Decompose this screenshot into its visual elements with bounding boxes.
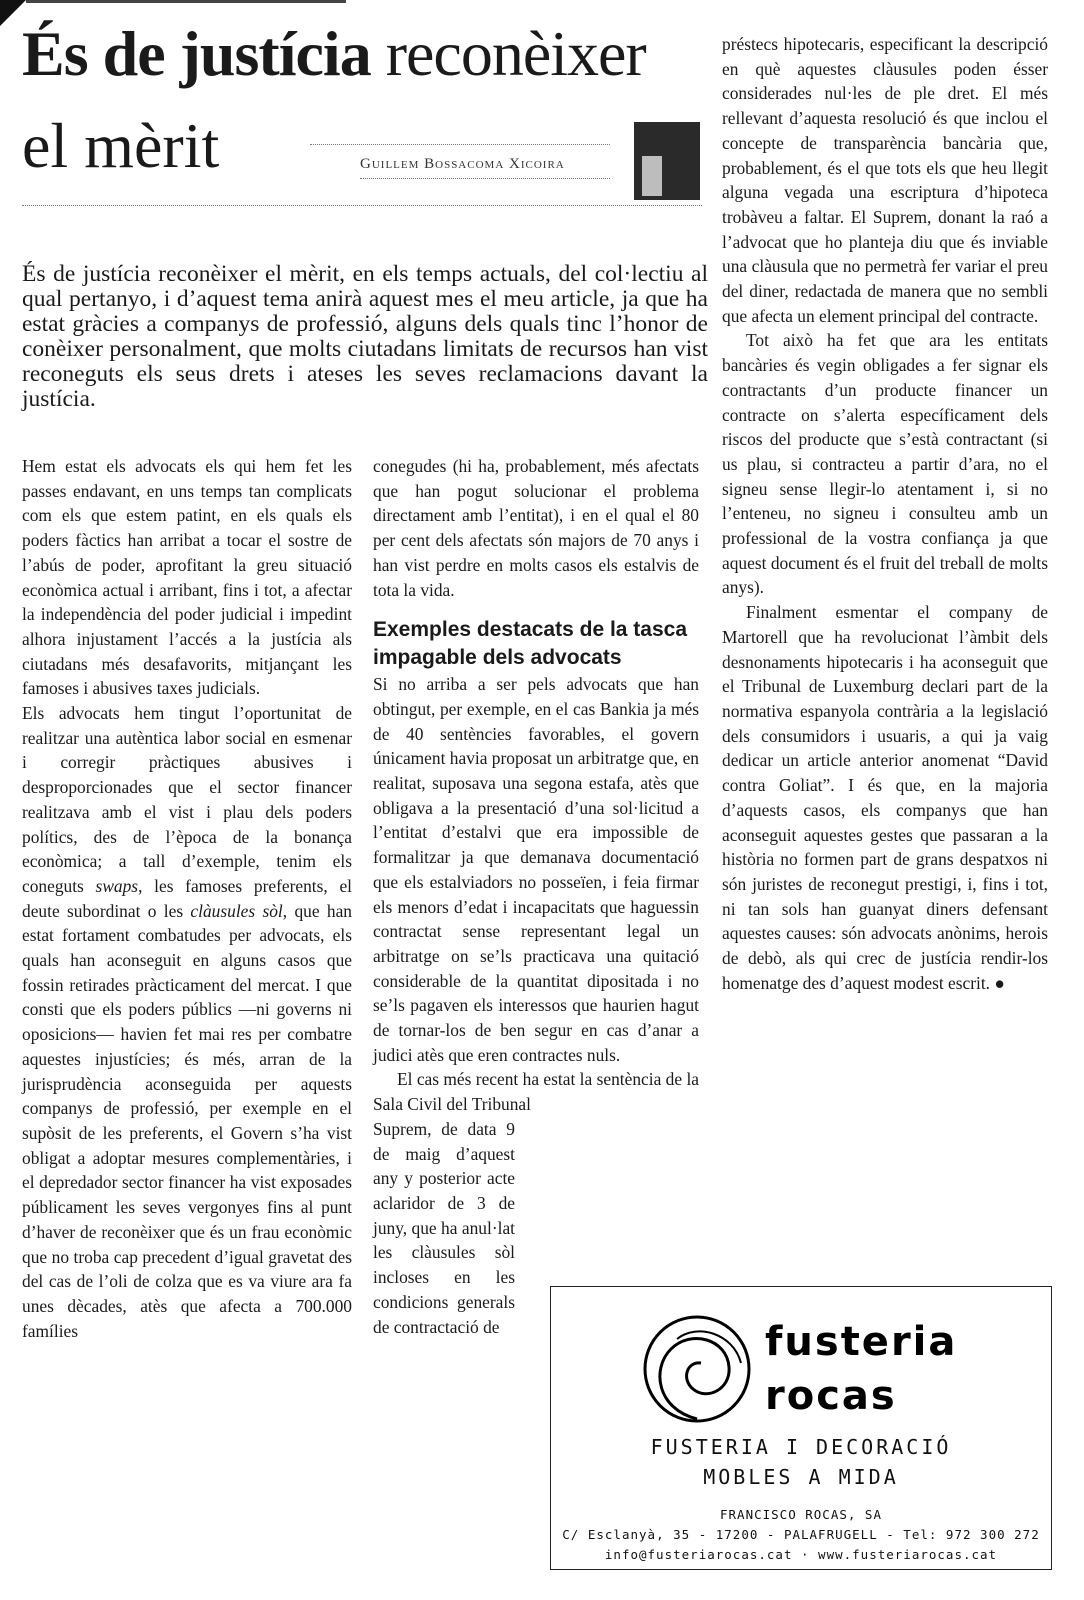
body-paragraph: Hem estat els advocats els qui hem fet les passes endavant, en uns temps tan complicats com els que estem patint, en els quals els poders fàctics han arribat a tocar el sostre de l’abús de poder, aprofitant la greu situació econòmica actual i arribant, fins i tot, a afectar la independència del poder judicial i impedint alhora injustament l’accés a la justícia als ciutadans més desafavorits, mitjançant les famoses i abusives taxes judicials. [22, 456, 352, 699]
ad-contact: info@fusteriarocas.cat · www.fusteriarocas.cat [604, 1547, 998, 1562]
section-subheading: Exemples destacats de la tasca impagable dels advocats [373, 618, 688, 670]
ad-tagline: FUSTERIA I DECORACIÓ [650, 1435, 952, 1459]
body-paragraph: préstecs hipotecaris, especificant la descripció en què aquestes clàusules poden ésser considerades nul·les de ple dret. El més rellevant d’aquesta resolució és que inclou el concepte de transparència bancària que, probablement, és el que tots els que heu llegit alguna vegada una escriptura d’hipoteca trobàveu a faltar. El Suprem, donant la raó a l’advocat que ho planteja diu que és inviable una clàusula que no permetrà fer variar el preu del diner, redactada de manera que no sembli que afecta un element principal del contracte. [722, 34, 1048, 326]
brand-name: fusteria [765, 1319, 958, 1365]
ad-tagline: MOBLES A MIDA [703, 1465, 899, 1489]
lead-paragraph: És de justícia reconèixer el mèrit, en els temps actuals, del col·lectiu al qual pertanyo, i d’aquest tema anirà aquest mes el meu article, ja que ha estat gràcies a companys de professió, alguns dels quals tinc l’honor de conèixer personalment, que molts ciutadans limitats de recursos han vist reconeguts els seus drets i ateses les seves reclamacions davant la justícia. [22, 261, 708, 412]
body-paragraph: Si no arriba a ser pels advocats que han obtingut, per exemple, en el cas Bankia ja més de 40 sentències favorables, el govern únicament havia proposat un arbitratge que, en realitat, suposava una segona estafa, atès que obligava a la presentació d’una sol·licitud a l’entitat d’estalvi que era impossible de formalitzar ja que demanava documentació que els estalviadors no posseïen, i feia firmar els menors d’edat i incapacitats que haguessin contractat sense representant legal un arbitratge on se’ls practicava una quitació considerable de la quantitat dipositada i no se’ls pagaven els interessos que haurien hagut de tornar-los de ben segur en cas d’anar a judici atès que eren contractes nuls. [373, 674, 699, 1065]
article-column-2 [373, 454, 699, 1339]
title-line2: el mèrit [22, 110, 220, 181]
top-rule [26, 0, 346, 3]
body-paragraph: Suprem, de data 9 de maig d’aquest any y posterior acte aclaridor de 3 de juny, que ha anul·lat les clàusules sòl incloses en les condicions generals de contractació de [373, 1118, 515, 1337]
article-column-3 [722, 32, 1048, 995]
ad-owner: FRANCISCO ROCAS, SA [720, 1507, 882, 1522]
dotted-rule-byline [360, 178, 610, 179]
body-paragraph: conegudes (hi ha, probablement, més afectats que han pogut solucionar el problema directament amb l’entitat), i en el qual el 80 per cent dels afectats són majors de 70 anys i han vist perdre en molts casos els estalvis de tota la vida. [373, 456, 699, 600]
advertisement-box [550, 1286, 1052, 1570]
brand-surname: rocas [765, 1373, 897, 1419]
body-paragraph: Els advocats hem tingut l’oportunitat de realitzar una autèntica labor social en esmenar i corregir pràctiques abusives i desproporcionades que el sector financer realitzava amb el vist i plau dels poders polítics, des de l’època de la bonança econòmica; a tall d’exemple, tenim els coneguts swaps, les famoses preferents, el deute subordinat o les clàusules sòl, que han estat fortament combatudes per advocats, els quals han aconseguit en alguns casos que fossin retirades pràcticament del mercat. I que consti que els poders públics —ni governs ni oposicions— havien fet mai res per combatre aquestes injustícies; és més, arran de la jurisprudència aconseguida per aquests companys de professió, per exemple en el supòsit de les preferents, el Govern s’ha vist obligat a adoptar mesures complementàries, i el depredador sector financer ha vist exposades públicament les seves vergonyes fins al punt d’haver de reconèixer que és un frau econòmic que no troba cap precedent d’igual gravetat des del cas de l’oli de colza que es va viure ara fa unes dècades, atès que afecta a 700.000 famílies [22, 703, 353, 1341]
article-column-1 [22, 454, 352, 1343]
body-paragraph: Finalment esmentar el company de Martorell que ha revolucionat l’àmbit dels desnonaments hipotecaris i ha aconseguit que el Tribunal de Luxemburg declari part de la normativa espanyola contrària a la legislació dels consumidors i usuaris, a qui ja vaig dedicar un article anterior anomenat “David contra Goliat”. I és que, en la majoria d’aquests casos, els companys que han aconseguit aquestes gestes que passaran a la història no formen part de grans despatxos ni són juristes de reconegut prestigi, i, fins i tot, ni tan sols han guanyat diners defensant aquestes causes: són advocats anònims, herois de debò, als qui crec de justícia rendir-los homenatge des d’aquest modest escrit. ● [722, 602, 1048, 993]
dotted-rule-top [310, 144, 610, 145]
spiral-logo-icon [637, 1309, 757, 1429]
article-title [22, 18, 712, 181]
dotted-rule-header [22, 205, 702, 206]
title-bold: És de justícia [22, 18, 371, 89]
body-paragraph: El cas més recent ha estat la sentència de la Sala Civil del Tribunal [373, 1069, 699, 1115]
title-light: reconèixer [385, 18, 646, 89]
author-byline: Guillem Bossacoma Xicoira [360, 156, 565, 172]
body-paragraph: Tot això ha fet que ara les entitats bancàries és vegin obligades a fer signar els contractants d’un producte financer un contracte on s’alerta específicament dels riscos del producte que s’està contractant (si us plau, si contracteu a partir d’ara, no el signeu sense llegir-lo atentament i, si no l’enteneu, no signeu i consulteu amb un professional de la vostra confiança ja que aquest document és el fruit del treball de molts anys). [722, 330, 1048, 598]
ad-address: C/ Esclanyà, 35 - 17200 - PALAFRUGELL - Tel: 972 300 272 [562, 1527, 1040, 1542]
author-photo [634, 122, 700, 200]
